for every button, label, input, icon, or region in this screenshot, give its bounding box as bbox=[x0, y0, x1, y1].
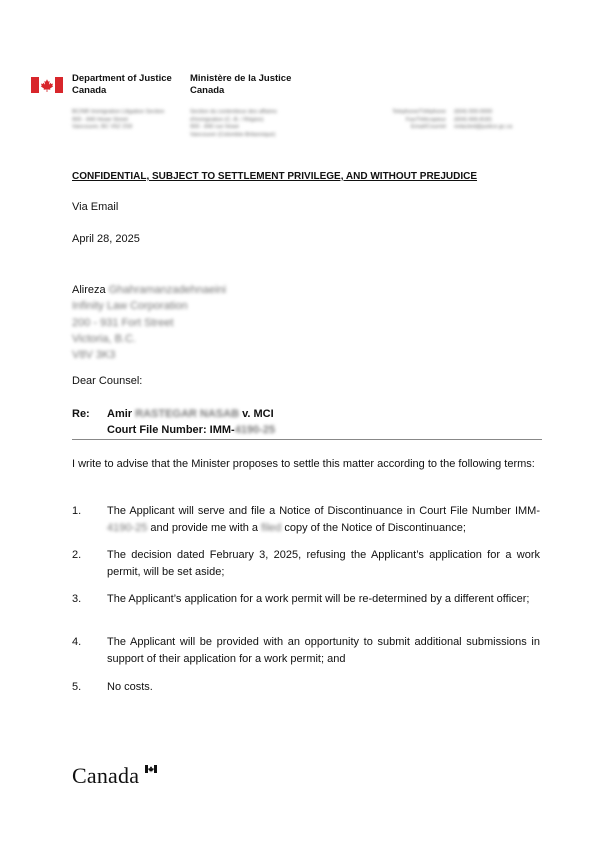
recipient-last-name-redacted: Ghahramanzadehnaeini bbox=[108, 284, 227, 296]
department-name-english: Department of Justice Canada bbox=[72, 73, 172, 96]
confidentiality-heading: CONFIDENTIAL, SUBJECT TO SETTLEMENT PRIVILEGE, AND WITHOUT PREJUDICE bbox=[72, 171, 478, 182]
copy-type-redacted: filed bbox=[261, 521, 282, 534]
applicant-surname-redacted: RASTEGAR NASAB bbox=[135, 408, 240, 420]
recipient-street-redacted: 200 - 931 Fort Street bbox=[72, 316, 174, 329]
redacted-address-french: Section du contentieux des affaires d'immigration (C.-B. / Région) 900 - 840 rue Howe Vancouver (Colombie-Britannique) bbox=[190, 109, 277, 138]
divider-line bbox=[72, 439, 542, 440]
department-name-french: Ministère de la Justice Canada bbox=[190, 73, 292, 96]
recipient-postal-redacted: V8V 3K3 bbox=[72, 349, 116, 362]
recipient-firm-redacted: Infinity Law Corporation bbox=[72, 300, 188, 313]
intro-paragraph: I write to advise that the Minister proposes to settle this matter according to the following terms: bbox=[72, 458, 535, 470]
court-file-number-redacted: 4190-25 bbox=[234, 424, 276, 436]
redacted-contact-values: (604) 000-0000 (604) 666-8181 redacted@justice.gc.ca bbox=[454, 109, 513, 131]
canada-wordmark bbox=[72, 763, 162, 791]
redacted-contact-labels: Telephone/Téléphone Fax/Télécopieur Email/Courriel bbox=[392, 109, 446, 131]
re-label: Re: bbox=[72, 408, 90, 420]
letter-page: Department of Justice Canada Ministère de la Justice Canada BC/NR Immigration Litigation Section 900 - 840 Howe Street Vancouver, BC V6Z 2S9 Section du contentieux des affaires d'immigration (C.-B. / Région) 900 - 840 rue Howe Vancouver (Colombie-Britannique) Telephone/Téléphone Fax/Télécopieur Email/Courriel (604) 000-0000 (604) 666-8181 redacted@justice.gc.ca CONFIDENTIAL, SUBJECT TO SETTLEMENT PRIVILEGE, AND WITHOUT PREJUDICE Via Email April 28, 2025 Alireza Ghahramanzadehnaeini Infinity Law Corporation 200 - 931 Fort Street Victoria, B.C. V8V 3K3 Dear Counsel: Re: Amir RASTEGAR NASAB v. MCI Court File Number: IMM-4190-25 I write to advise that the Minister proposes to settle this matter according to the following terms: 1. The Applicant will serve and file a Notice of Discontinuance in Court File Number IMM-4190-25 and provide me with a filed copy of the Notice of Discontinuance; 2. The decision dated February 3, 2025, refusing the Applicant’s application for a work permit, will be set aside; 3. The Applicant’s application for a work permit will be re-determined by a different officer; 4. The Applicant will be provided with an opportunity to submit additional submissions in support of their application for a work permit; and 5. No costs. Canada bbox=[0, 0, 595, 842]
canada-wordmark-flag-icon bbox=[145, 765, 157, 773]
file-number-redacted: 4190-25 bbox=[107, 521, 148, 534]
re-subject: Amir RASTEGAR NASAB v. MCI Court File Number: IMM-4190-25 bbox=[107, 408, 276, 436]
recipient-first-name: Alireza bbox=[72, 284, 106, 296]
recipient-block bbox=[72, 282, 226, 363]
canada-flag-icon bbox=[31, 77, 63, 93]
letter-date: April 28, 2025 bbox=[72, 233, 140, 245]
wordmark-text: Canada bbox=[72, 763, 140, 788]
recipient-city-redacted: Victoria, B.C. bbox=[72, 332, 136, 345]
salutation: Dear Counsel: bbox=[72, 375, 143, 387]
delivery-method: Via Email bbox=[72, 201, 119, 213]
redacted-address-english: BC/NR Immigration Litigation Section 900 - 840 Howe Street Vancouver, BC V6Z 2S9 bbox=[72, 109, 165, 131]
